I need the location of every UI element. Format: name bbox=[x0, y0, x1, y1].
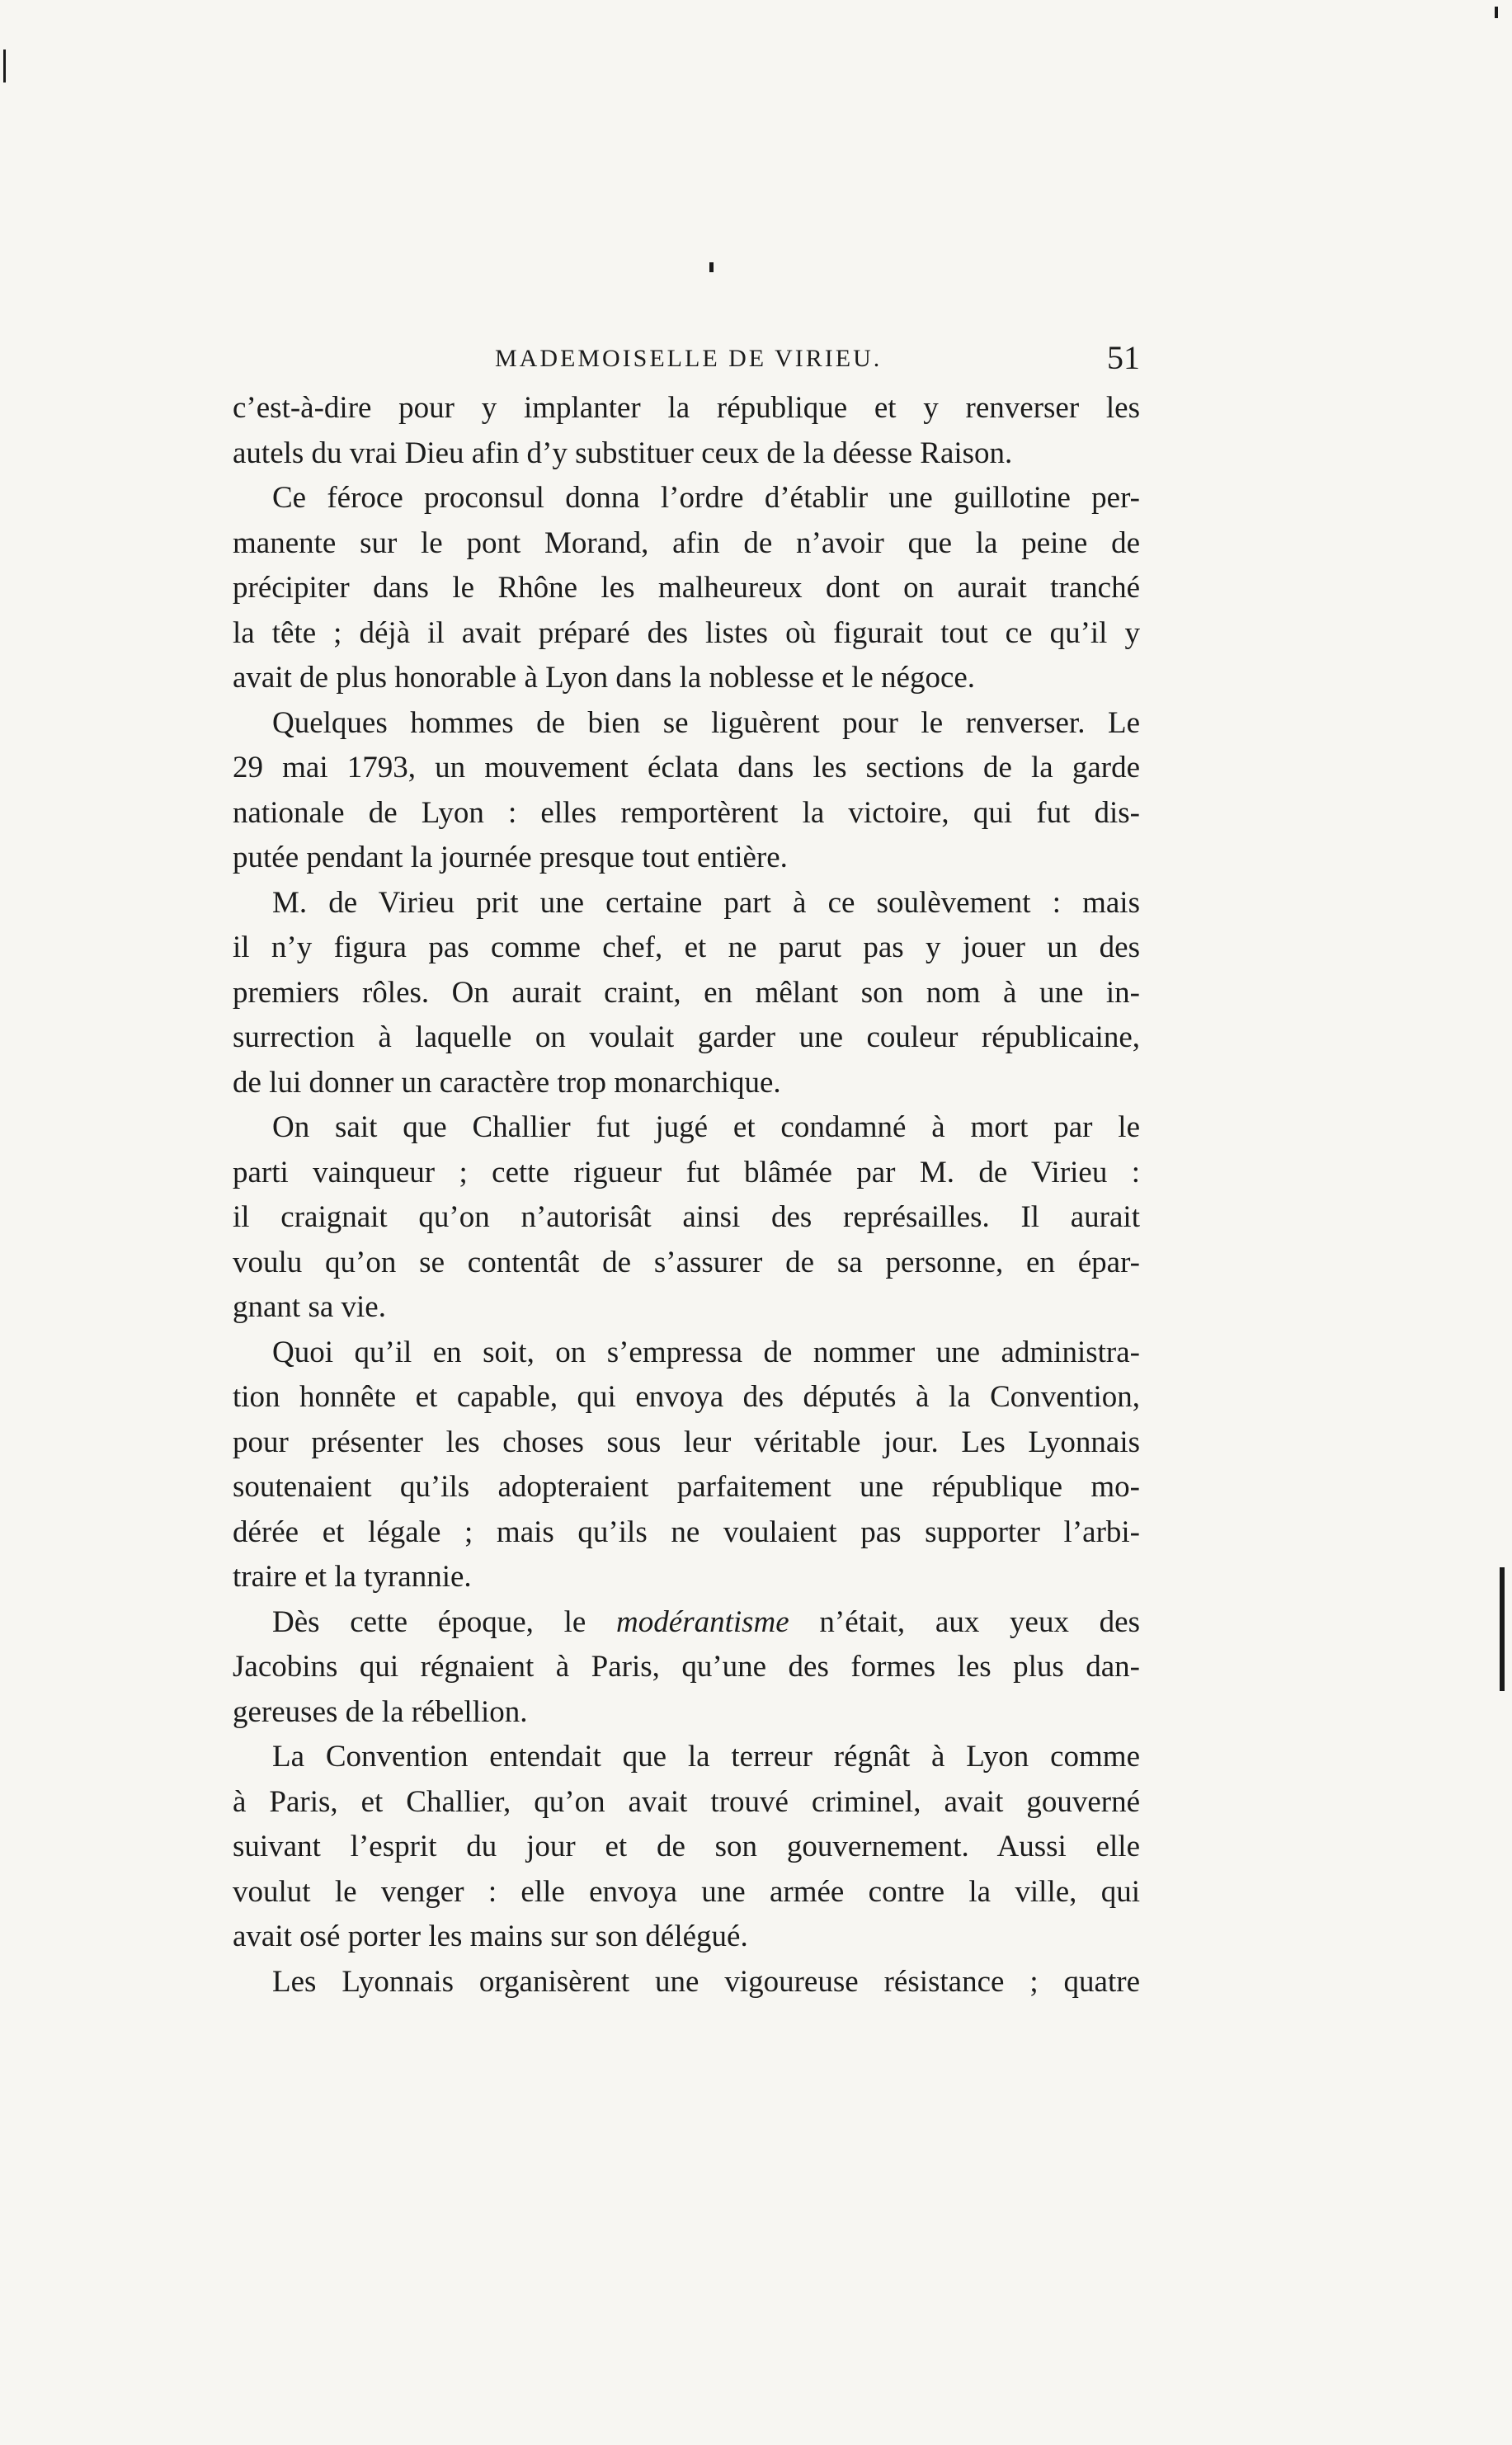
text-line: gnant sa vie. bbox=[233, 1290, 386, 1324]
text-line: Quoi qu’il en soit, on s’empressa de nommer une administra- bbox=[272, 1335, 1140, 1369]
running-head bbox=[233, 338, 1140, 388]
text-line: voulu qu’on se contentât de s’assurer de sa personne, en épar- bbox=[233, 1245, 1140, 1279]
text-line: surrection à laquelle on voulait garder une couleur républicaine, bbox=[233, 1020, 1140, 1054]
text-line: précipiter dans le Rhône les malheureux dont on aurait tranché bbox=[233, 571, 1140, 605]
text-line: à Paris, et Challier, qu’on avait trouvé criminel, avait gouverné bbox=[233, 1784, 1140, 1819]
text-segment: Dès cette époque, le bbox=[272, 1604, 617, 1639]
italic-term: modérantisme bbox=[616, 1604, 789, 1639]
scan-artifact-mark bbox=[709, 262, 714, 272]
text-line: la tête ; déjà il avait préparé des listes où figurait tout ce qu’il y bbox=[233, 615, 1140, 650]
text-line: On sait que Challier fut jugé et condamné à mort par le bbox=[272, 1110, 1140, 1144]
text-line: de lui donner un caractère trop monarchique. bbox=[233, 1065, 781, 1100]
text-line: gereuses de la rébellion. bbox=[233, 1694, 528, 1729]
text-line: manente sur le pont Morand, afin de n’avoir que la peine de bbox=[233, 525, 1140, 560]
text-line: voulut le venger : elle envoya une armée contre la ville, qui bbox=[233, 1874, 1140, 1909]
text-line: il n’y figura pas comme chef, et ne parut pas y jouer un des bbox=[233, 930, 1140, 964]
text-line: c’est-à-dire pour y implanter la république et y renverser les bbox=[233, 391, 1140, 425]
text-line: Les Lyonnais organisèrent une vigoureuse résistance ; quatre bbox=[272, 1964, 1140, 1999]
text-line: La Convention entendait que la terreur régnât à Lyon comme bbox=[272, 1740, 1140, 1774]
running-title: MADEMOISELLE DE VIRIEU. bbox=[495, 345, 883, 372]
text-segment: n’était, aux yeux des bbox=[789, 1604, 1140, 1639]
scan-artifact-mark bbox=[3, 49, 6, 82]
text-line: tion honnête et capable, qui envoya des députés à la Convention, bbox=[233, 1380, 1140, 1414]
text-line: parti vainqueur ; cette rigueur fut blâmée par M. de Virieu : bbox=[233, 1155, 1140, 1190]
text-line: M. de Virieu prit une certaine part à ce soulèvement : mais bbox=[272, 885, 1140, 920]
text-line: traire et la tyrannie. bbox=[233, 1560, 472, 1594]
text-line: pour présenter les choses sous leur véritable jour. Les Lyonnais bbox=[233, 1425, 1140, 1459]
text-line: nationale de Lyon : elles remportèrent la victoire, qui fut dis- bbox=[233, 795, 1140, 830]
text-line: putée pendant la journée presque tout entière. bbox=[233, 841, 788, 874]
text-line bbox=[233, 1600, 1140, 1646]
text-line: autels du vrai Dieu afin d’y substituer ceux de la déesse Raison. bbox=[233, 436, 1013, 470]
text-line: il craignait qu’on n’autorisât ainsi des représailles. Il aurait bbox=[233, 1200, 1140, 1234]
text-line: soutenaient qu’ils adopteraient parfaitement une république mo- bbox=[233, 1470, 1140, 1504]
text-line: dérée et légale ; mais qu’ils ne voulaient pas supporter l’arbi- bbox=[233, 1515, 1140, 1549]
text-line: premiers rôles. On aurait craint, en mêlant son nom à une in- bbox=[233, 975, 1140, 1010]
text-line: Ce féroce proconsul donna l’ordre d’établir une guillotine per- bbox=[272, 481, 1140, 515]
text-line: 29 mai 1793, un mouvement éclata dans les sections de la garde bbox=[233, 751, 1140, 784]
scan-artifact-mark bbox=[1495, 7, 1498, 18]
scan-artifact-mark bbox=[1500, 1567, 1505, 1691]
text-line: suivant l’esprit du jour et de son gouvernement. Aussi elle bbox=[233, 1830, 1140, 1863]
text-line: Jacobins qui régnaient à Paris, qu’une des formes les plus dan- bbox=[233, 1650, 1140, 1684]
page-number: 51 bbox=[1107, 339, 1140, 376]
text-line: Quelques hommes de bien se liguèrent pour le renverser. Le bbox=[272, 705, 1140, 740]
body-text bbox=[233, 386, 1140, 2005]
text-line: avait osé porter les mains sur son délégué. bbox=[233, 1920, 748, 1953]
text-line: avait de plus honorable à Lyon dans la noblesse et le négoce. bbox=[233, 661, 976, 695]
